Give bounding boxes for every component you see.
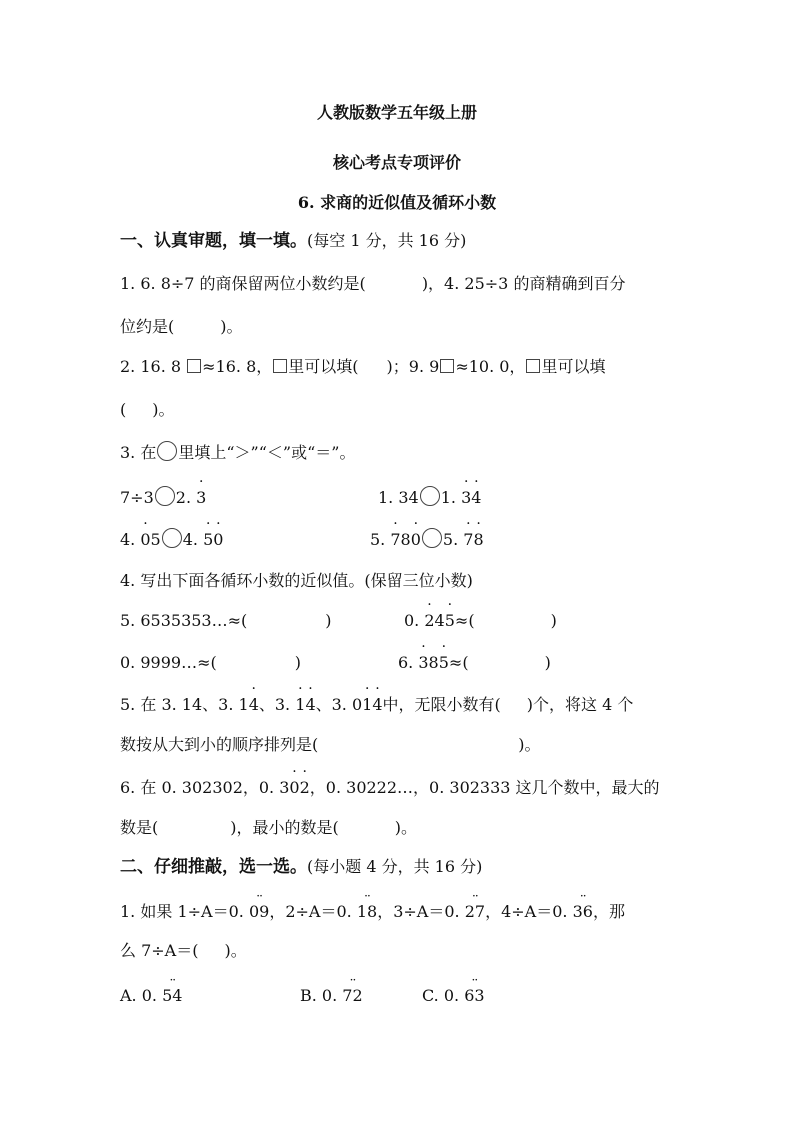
section1-heading: 一、认真审题，填一填。(每空 1 分，共 16 分) — [120, 231, 467, 251]
q4-intro: 4. 写出下面各循环小数的近似值。(保留三位小数) — [120, 571, 473, 590]
q4-item-a: 5. 6535353…≈( ) — [120, 611, 332, 630]
blank-circle — [162, 528, 182, 548]
s2-q1-option-b[interactable]: B. 0. ·· 72 — [300, 985, 363, 1007]
page-subtitle: 核心考点专项评价 — [332, 153, 461, 172]
q4-item-c: 0. 9999…≈( ) — [120, 653, 301, 672]
q5-line2: 数按从大到小的顺序排列是( )。 — [120, 735, 541, 754]
section1-score: (每空 1 分，共 16 分) — [307, 231, 467, 250]
blank-square — [187, 359, 201, 373]
q3-compare-c: 4. · 05 4. · 5· 0 — [120, 528, 223, 551]
blank-square — [440, 359, 454, 373]
book-title: 人教版数学五年级上册 — [316, 103, 477, 122]
q6-line1: 6. 在 0. 302302，0. 3· 0· 2，0. 30222…，0. 302333 这几个数中，最大的 — [120, 777, 660, 799]
q3-compare-b: 1. 34 1. · 3· 4 — [378, 486, 481, 509]
blank-circle — [420, 486, 440, 506]
q2-line1: 2. 16. 8 ≈16. 8， 里可以填( )；9. 9 ≈10. 0， 里可以填 — [120, 357, 606, 376]
section2-heading: 二、仔细推敲，选一选。(每小题 4 分，共 16 分) — [120, 857, 483, 877]
s2-q1-option-c[interactable]: C. 0. ·· 63 — [422, 985, 485, 1007]
q5-line1: 5. 在 3. 14、3. 1· 4、3. · 1· 4、3. 0· 1· 4中，无限小数有( )个，将这 4 个 — [120, 694, 633, 716]
blank-circle — [157, 441, 177, 461]
blank-circle — [422, 528, 442, 548]
q1-line1: 1. 6. 8÷7 的商保留两位小数约是( )，4. 25÷3 的商精确到百分 — [120, 274, 626, 293]
q3-intro: 3. 在 里填上“＞”“＜”或“＝”。 — [120, 443, 356, 462]
q3-compare-a: 7÷3 2. · 3 — [120, 486, 206, 509]
q3-compare-d: 5. · 78· 0 5. · 7· 8 — [370, 528, 484, 551]
q1-line2: 位约是( )。 — [120, 317, 243, 336]
section2-score: (每小题 4 分，共 16 分) — [307, 857, 483, 876]
s2-q1-line1: 1. 如果 1÷A＝0. ·· 09，2÷A＝0. ·· 18，3÷A＝0. ·· 27，4÷A＝0. ·· 36，那 — [120, 901, 625, 923]
s2-q1-option-a[interactable]: A. 0. ·· 54 — [120, 985, 182, 1007]
q6-line2: 数是( )，最小的数是( )。 — [120, 818, 417, 837]
blank-square — [526, 359, 540, 373]
q4-item-d: 6. · 38· 5≈( ) — [398, 652, 551, 674]
q4-item-b: 0. · 24· 5≈( ) — [404, 610, 557, 632]
blank-square — [273, 359, 287, 373]
blank-circle — [155, 486, 175, 506]
topic-title: 6. 求商的近似值及循环小数 — [297, 193, 497, 212]
s2-q1-line2: 么 7÷A＝( )。 — [120, 941, 247, 960]
q2-line2: ( )。 — [120, 400, 175, 419]
